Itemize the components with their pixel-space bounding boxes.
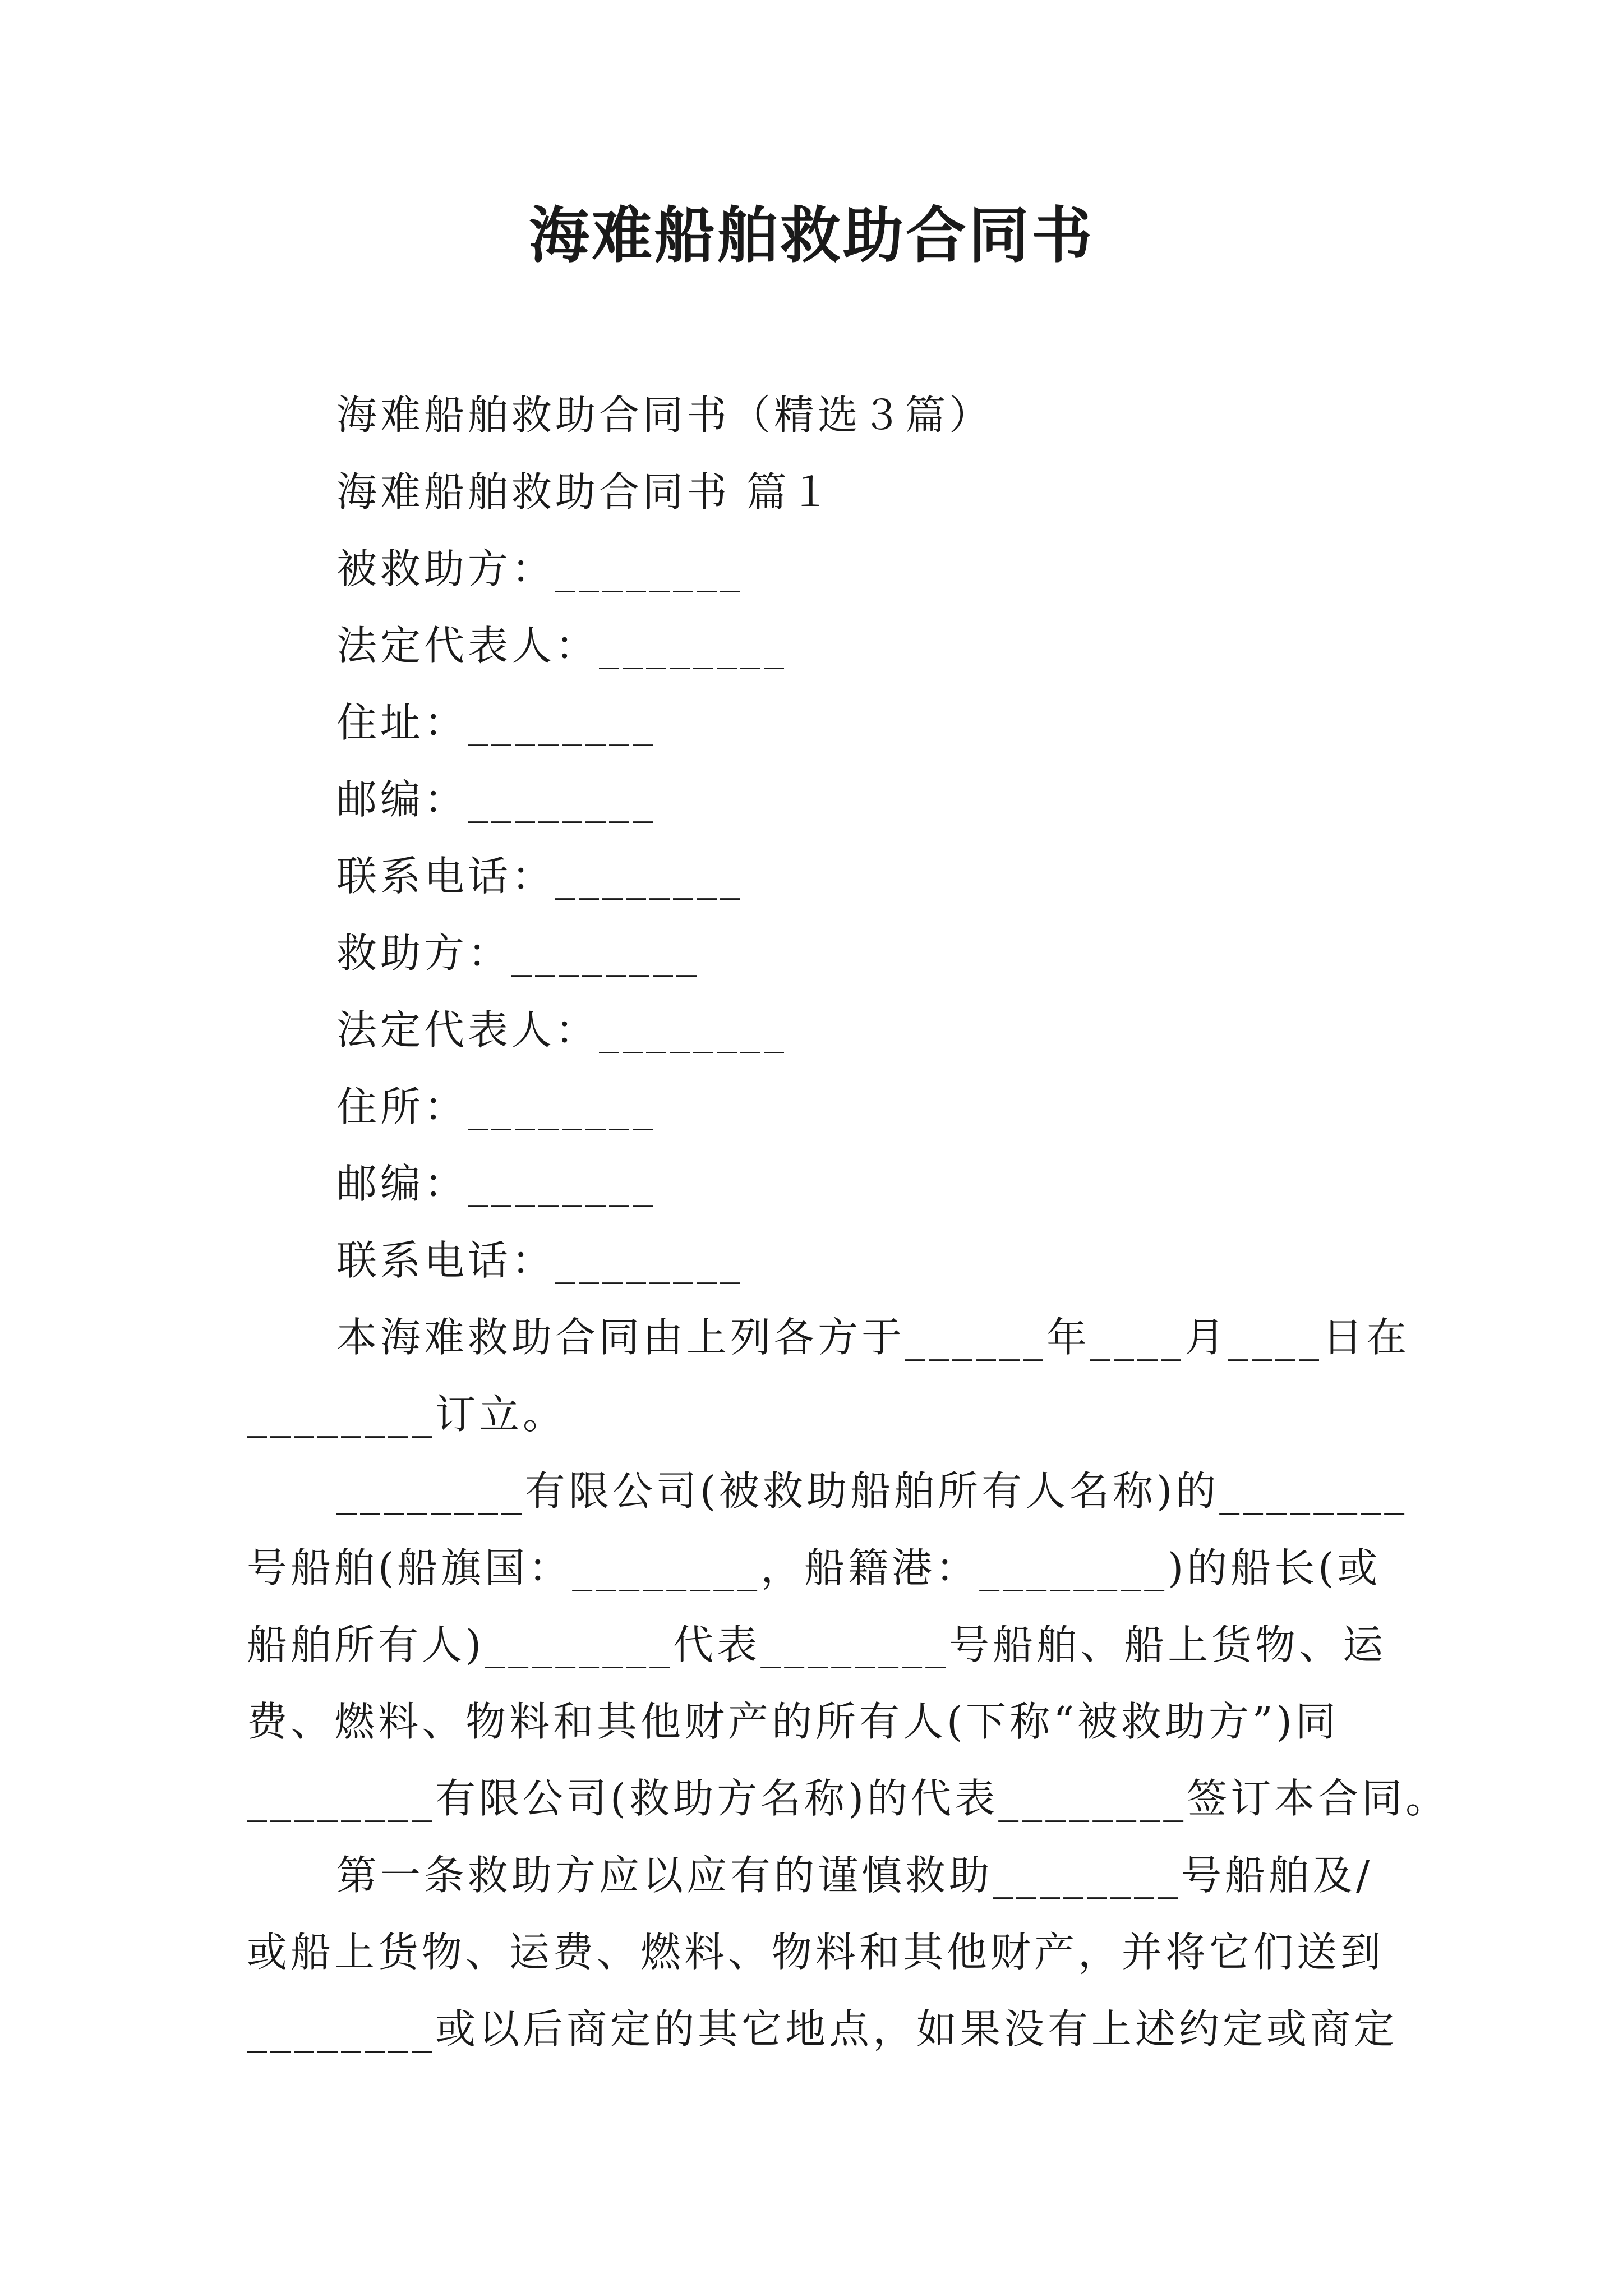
field-salvor-phone: 联系电话：________	[336, 1237, 744, 1284]
paragraph-2-line-5: ________有限公司(救助方名称)的代表________签订本合同。	[247, 1775, 1450, 1822]
section-heading: 海难船舶救助合同书 篇１	[336, 468, 834, 516]
field-phone: 联系电话：________	[336, 853, 744, 900]
field-address: 住址：________	[336, 699, 657, 746]
paragraph-2-line-4: 费、燃料、物料和其他财产的所有人(下称“被救助方”)同	[247, 1698, 1339, 1745]
paragraph-1-line-1: 本海难救助合同由上列各方于______年____月____日在	[336, 1314, 1410, 1361]
paragraph-2-line-2: 号船舶(船旗国：________，船籍港：________)的船长(或	[247, 1544, 1381, 1591]
field-salvor-legal-representative: 法定代表人：________	[336, 1006, 788, 1053]
document-title: 海难船舶救助合同书	[528, 200, 1094, 271]
paragraph-2-line-3: 船舶所有人)________代表________号船舶、船上货物、运	[247, 1621, 1387, 1668]
field-salvaged-party: 被救助方：________	[336, 545, 744, 592]
paragraph-3-line-3: ________或以后商定的其它地点，如果没有上述约定或商定	[247, 2005, 1398, 2053]
field-salvor-postcode: 邮编：________	[336, 1160, 657, 1207]
document-subtitle: 海难船舶救助合同书（精选３篇）	[336, 392, 993, 439]
field-legal-representative: 法定代表人：________	[336, 622, 788, 669]
paragraph-1-line-2: ________订立。	[247, 1391, 567, 1438]
paragraph-3-line-2: 或船上货物、运费、燃料、物料和其他财产，并将它们送到	[247, 1929, 1385, 1976]
paragraph-3-line-1: 第一条救助方应以应有的谨慎救助________号船舶及/	[336, 1852, 1373, 1899]
paragraph-2-line-1: ________有限公司(被救助船舶所有人名称)的________	[336, 1467, 1408, 1515]
field-postcode: 邮编：________	[336, 776, 657, 823]
field-salvor: 救助方：________	[336, 930, 700, 977]
field-salvor-residence: 住所：________	[336, 1083, 657, 1130]
